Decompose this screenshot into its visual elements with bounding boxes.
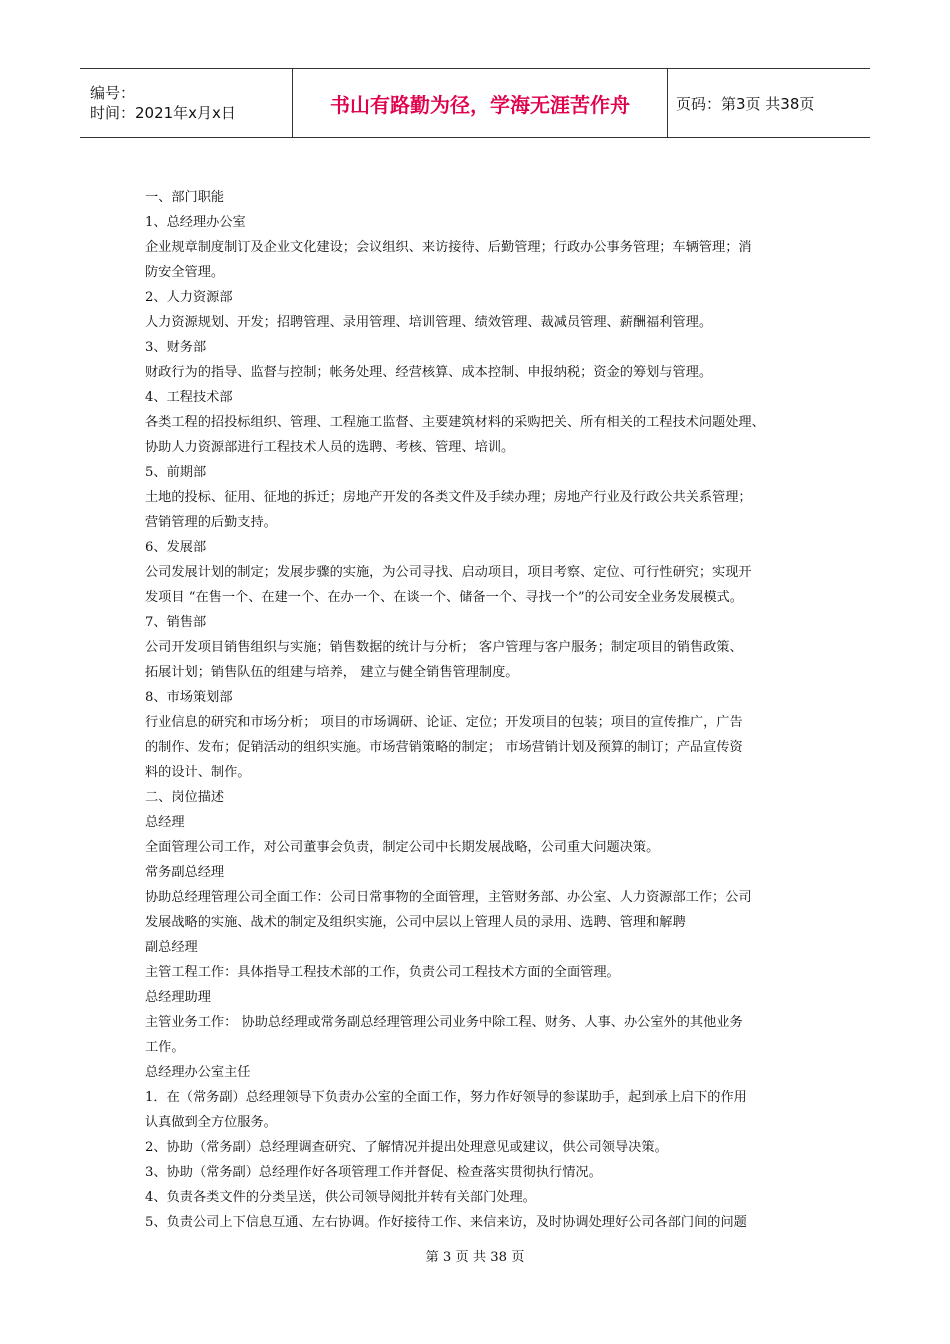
body-line: 营销管理的后勤支持。: [145, 515, 277, 530]
code-label: 编号：: [90, 84, 136, 102]
body-line: 公司开发项目销售组织与实施；销售数据的统计与分析； 客户管理与客户服务；制定项目的销售政策、: [145, 640, 743, 655]
header-page-info: [668, 69, 870, 137]
body-line: 总经理办公室主任: [145, 1065, 251, 1080]
body-line: 主管业务工作： 协助总经理或常务副总经理管理公司业务中除工程、财务、人事、办公室外的其他业务: [145, 1015, 743, 1030]
header-motto: [293, 69, 668, 137]
body-line: 主管工程工作：具体指导工程技术部的工作，负责公司工程技术方面的全面管理。: [145, 965, 620, 980]
body-line: 2、协助（常务副）总经理调查研究、了解情况并提出处理意见或建议，供公司领导决策。: [145, 1140, 668, 1155]
body-line: 1．在（常务副）总经理领导下负责办公室的全面工作，努力作好领导的参谋助手，起到承上启下的作用: [145, 1090, 747, 1105]
body-line: 企业规章制度制订及企业文化建设；会议组织、来访接待、后勤管理；行政办公事务管理；车辆管理；消: [145, 240, 752, 255]
body-line: 料的设计、制作。: [145, 765, 251, 780]
document-header: [80, 68, 870, 138]
page-info-text: 页码：第3页 共38页: [676, 94, 815, 113]
body-line: 总经理助理: [145, 990, 211, 1005]
body-line: 8、市场策划部: [145, 690, 233, 705]
body-line: 全面管理公司工作，对公司董事会负责，制定公司中长期发展战略，公司重大问题决策。: [145, 840, 660, 855]
body-line: 土地的投标、征用、征地的拆迁；房地产开发的各类文件及手续办理；房地产行业及行政公共关系管理；: [145, 490, 752, 505]
body-line: 2、人力资源部: [145, 290, 233, 305]
body-line: 二、岗位描述: [145, 790, 225, 805]
body-line: 5、负责公司上下信息互通、左右协调。作好接待工作、来信来访，及时协调处理好公司各部门间的问题: [145, 1215, 747, 1230]
body-line: 6、发展部: [145, 540, 207, 555]
body-line: 的制作、发布；促销活动的组织实施。市场营销策略的制定； 市场营销计划及预算的制订；产品宣传资: [145, 740, 743, 755]
body-line: 3、协助（常务副）总经理作好各项管理工作并督促、检查落实贯彻执行情况。: [145, 1165, 602, 1180]
body-line: 总经理: [145, 815, 185, 830]
body-line: 认真做到全方位服务。: [145, 1115, 277, 1130]
body-line: 副总经理: [145, 940, 198, 955]
body-line: 4、负责各类文件的分类呈送，供公司领导阅批并转有关部门处理。: [145, 1190, 536, 1205]
body-line: 拓展计划；销售队伍的组建与培养， 建立与健全销售管理制度。: [145, 665, 519, 680]
body-line: 工作。: [145, 1040, 185, 1055]
body-line: 行业信息的研究和市场分析； 项目的市场调研、论证、定位；开发项目的包装；项目的宣传推广，广告: [145, 715, 743, 730]
body-line: 3、财务部: [145, 340, 207, 355]
body-line: 人力资源规划、开发；招聘管理、录用管理、培训管理、绩效管理、裁减员管理、薪酬福利管理。: [145, 315, 713, 330]
body-line: 5、前期部: [145, 465, 207, 480]
body-line: 常务副总经理: [145, 865, 225, 880]
body-line: 发展战略的实施、战术的制定及组织实施，公司中层以上管理人员的录用、选聘、管理和解聘: [145, 915, 686, 930]
body-line: 1、总经理办公室: [145, 215, 246, 230]
body-line: 公司发展计划的制定；发展步骤的实施，为公司寻找、启动项目，项目考察、定位、可行性研究；实现开: [145, 565, 752, 580]
body-line: 协助总经理管理公司全面工作：公司日常事物的全面管理，主管财务部、办公室、人力资源部工作；公司: [145, 890, 752, 905]
page-footer: 第 3 页 共 38 页: [425, 1250, 525, 1265]
body-line: 协助人力资源部进行工程技术人员的选聘、考核、管理、培训。: [145, 440, 515, 455]
body-line: 发项目 “在售一个、在建一个、在办一个、在谈一个、储备一个、寻找一个”的公司安全业务发展模式。: [145, 590, 743, 605]
header-meta: [80, 69, 293, 137]
time-label: 时间：2021年x月x日: [90, 104, 236, 122]
body-line: 4、工程技术部: [145, 390, 233, 405]
body-line: 一、部门职能: [145, 190, 225, 205]
body-line: 各类工程的招投标组织、管理、工程施工监督、主要建筑材料的采购把关、所有相关的工程技术问题处理、: [145, 415, 765, 430]
document-body: [145, 185, 817, 1235]
body-line: 财政行为的指导、监督与控制；帐务处理、经营核算、成本控制、申报纳税；资金的筹划与管理。: [145, 365, 713, 380]
body-line: 防安全管理。: [145, 265, 225, 280]
body-line: 7、销售部: [145, 615, 207, 630]
motto-text: 书山有路勤为径，学海无涯苦作舟: [330, 92, 630, 117]
